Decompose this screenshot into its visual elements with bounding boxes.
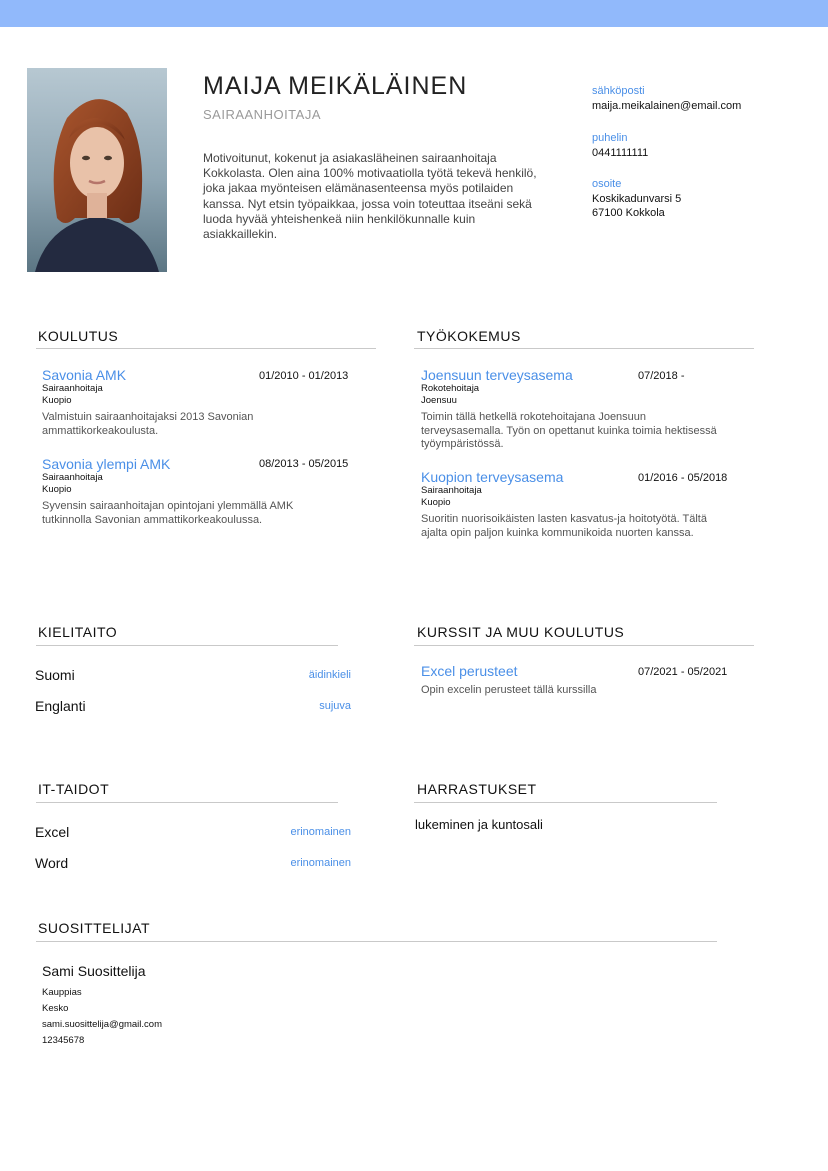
experience-section-title: TYÖKOKEMUS: [417, 328, 521, 344]
experience-desc-1: Toimin tällä hetkellä rokotehoitajana Joensuun terveysasemalla. Työn on opettanut kuinka toimia hektisessä työympäristössä.: [421, 411, 717, 450]
it-skill-name-2: Word: [35, 855, 69, 871]
language-name-1: Suomi: [35, 667, 75, 683]
course-dates-1: 07/2021 - 05/2021: [638, 666, 728, 678]
experience-position-2: Sairaanhoitaja: [421, 485, 482, 496]
reference-email: sami.suosittelija@gmail.com: [42, 1019, 162, 1030]
it-skills-divider: [36, 802, 338, 803]
education-section-title: KOULUTUS: [38, 328, 119, 344]
language-level-2: sujuva: [319, 700, 351, 712]
education-city-1: Kuopio: [42, 395, 72, 406]
candidate-name: MAIJA MEIKÄLÄINEN: [203, 72, 468, 100]
experience-desc-2: Suoritin nuorisoikäisten lasten kasvatus-ja hoitotyötä. Tältä ajalta opin paljon kuinka kommunikoida nuorten kanssa.: [421, 513, 707, 539]
references-divider: [36, 941, 717, 942]
experience-position-1: Rokotehoitaja: [421, 383, 480, 394]
it-skill-level-2: erinomainen: [290, 857, 351, 869]
course-name-1: Excel perusteet: [421, 663, 518, 679]
address-line-2: 67100 Kokkola: [592, 207, 665, 219]
address-label: osoite: [592, 178, 622, 190]
education-degree-2: Sairaanhoitaja: [42, 472, 103, 483]
email-label: sähköposti: [592, 85, 645, 97]
it-skill-name-1: Excel: [35, 824, 70, 840]
email-value: maija.meikalainen@email.com: [592, 100, 742, 112]
reference-role: Kauppias: [42, 987, 82, 998]
language-name-2: Englanti: [35, 698, 86, 714]
education-school-2: Savonia ylempi AMK: [42, 456, 171, 472]
education-dates-1: 01/2010 - 01/2013: [259, 370, 349, 382]
experience-city-1: Joensuu: [421, 395, 457, 406]
phone-label: puhelin: [592, 132, 628, 144]
courses-divider: [414, 645, 754, 646]
education-degree-1: Sairaanhoitaja: [42, 383, 103, 394]
reference-name: Sami Suosittelija: [42, 963, 146, 979]
experience-city-2: Kuopio: [421, 497, 451, 508]
candidate-role: SAIRAANHOITAJA: [203, 107, 322, 122]
experience-dates-2: 01/2016 - 05/2018: [638, 472, 728, 484]
profile-photo: [27, 68, 167, 272]
education-desc-2: Syvensin sairaanhoitajan opintojani ylemmällä AMK tutkinnolla Savonian ammattikorkeakoulussa.: [42, 500, 294, 526]
courses-section-title: KURSSIT JA MUU KOULUTUS: [417, 624, 625, 640]
course-desc-1: Opin excelin perusteet tällä kurssilla: [421, 684, 597, 696]
references-section-title: SUOSITTELIJAT: [38, 920, 151, 936]
education-city-2: Kuopio: [42, 484, 72, 495]
reference-company: Kesko: [42, 1003, 69, 1014]
phone-value: 0441111111: [592, 147, 649, 159]
top-accent-bar: [0, 0, 828, 27]
it-skills-section-title: IT-TAIDOT: [38, 781, 110, 797]
education-dates-2: 08/2013 - 05/2015: [259, 458, 349, 470]
experience-employer-2: Kuopion terveysasema: [421, 469, 564, 485]
address-line-1: Koskikadunvarsi 5: [592, 193, 682, 205]
profile-summary: Motivoitunut, kokenut ja asiakasläheinen sairaanhoitaja Kokkolasta. Olen aina 100% motivaatiolla työtä tekevä henkilö, joka jakaa myönteisen elämänasenteensa myös potilaiden kanssa. Nyt etsin työpaikkaa, jossa voin toteuttaa itseäni sekä luoda hyvää yhteishenkeä niin henkilökunnalle kuin asiakkaillekin.: [203, 151, 537, 242]
experience-dates-1: 07/2018 -: [638, 370, 685, 382]
experience-divider: [414, 348, 754, 349]
languages-divider: [36, 645, 338, 646]
languages-section-title: KIELITAITO: [38, 624, 118, 640]
hobbies-text: lukeminen ja kuntosali: [415, 817, 543, 832]
experience-employer-1: Joensuun terveysasema: [421, 367, 573, 383]
hobbies-divider: [414, 802, 717, 803]
reference-phone: 12345678: [42, 1035, 85, 1046]
it-skill-level-1: erinomainen: [290, 826, 351, 838]
education-divider: [36, 348, 376, 349]
education-desc-1: Valmistuin sairaanhoitajaksi 2013 Savonian ammattikorkeakoulusta.: [42, 411, 254, 437]
education-school-1: Savonia AMK: [42, 367, 127, 383]
hobbies-section-title: HARRASTUKSET: [417, 781, 537, 797]
language-level-1: äidinkieli: [308, 669, 351, 681]
